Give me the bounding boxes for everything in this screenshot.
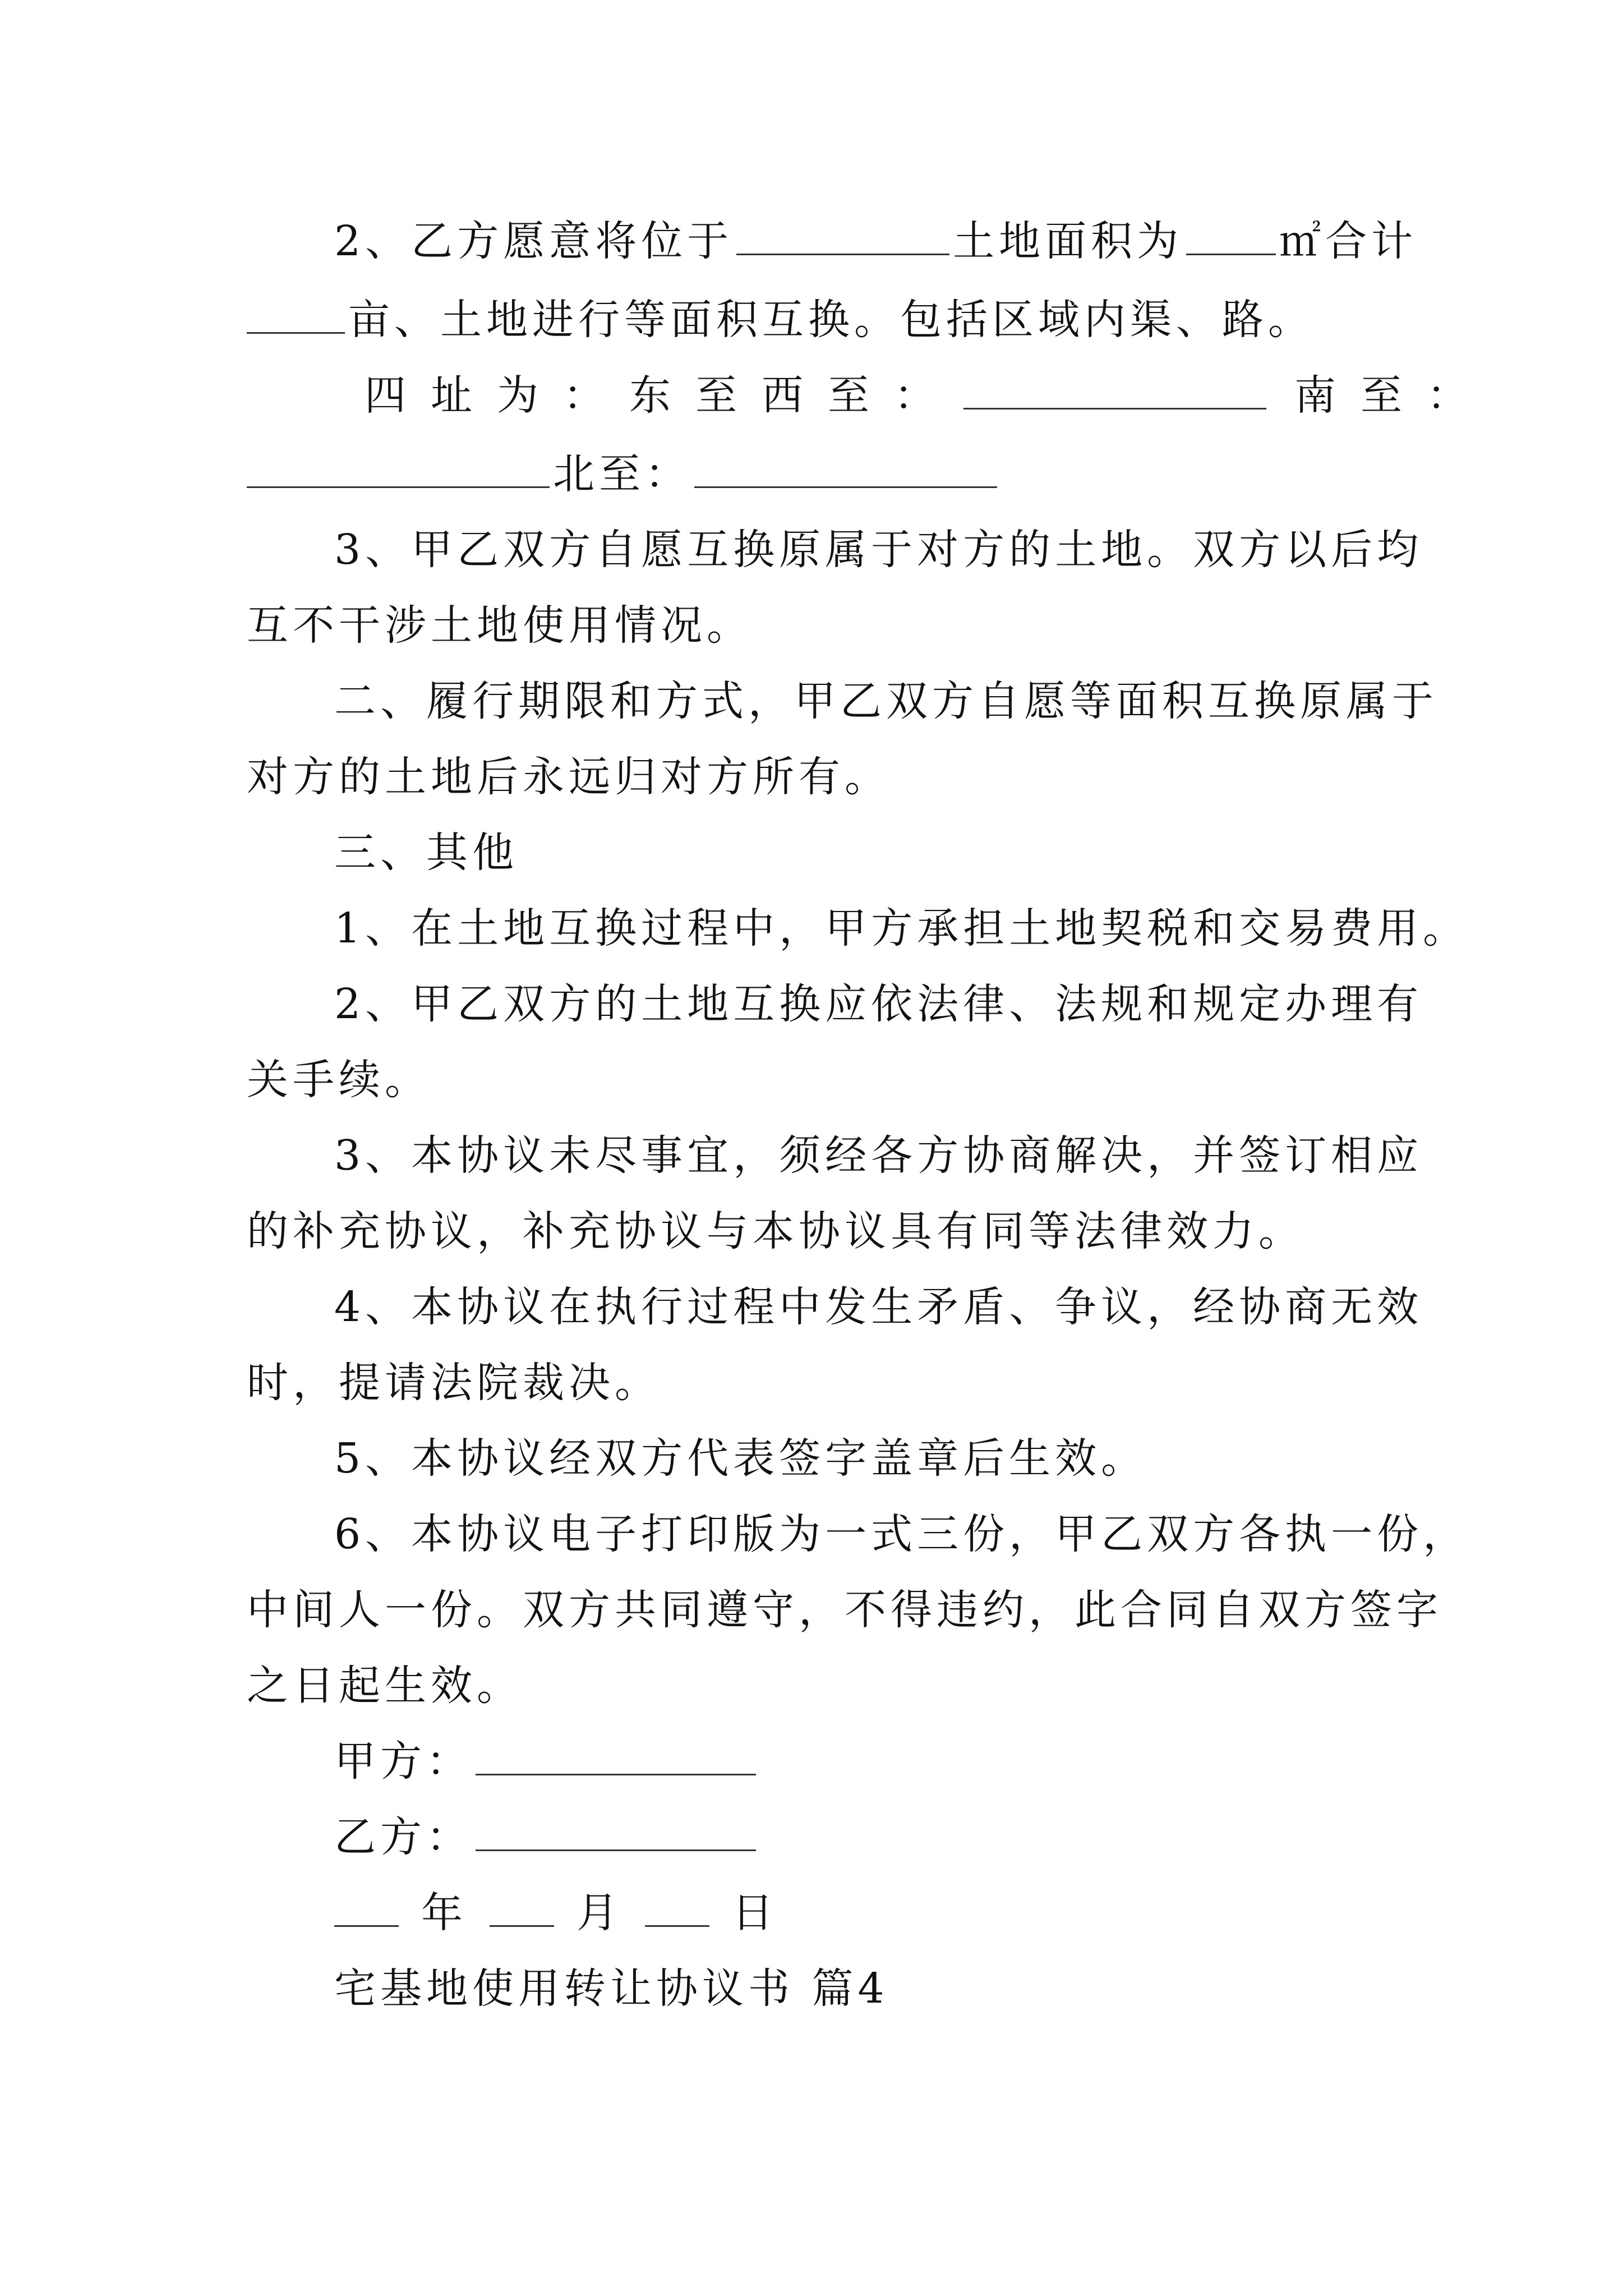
year-label: 年 <box>421 1889 467 1937</box>
text-line: 的补充协议，补充协议与本协议具有同等法律效力。 <box>247 1207 1304 1255</box>
text-line: 中间人一份。双方共同遵守，不得违约，此合同自双方签字 <box>247 1586 1442 1634</box>
party-a-label: 甲方： <box>334 1737 472 1786</box>
text-segment: ㎡合计 <box>1279 217 1418 265</box>
year-blank <box>334 1886 399 1927</box>
blank-east-west <box>963 369 1266 409</box>
text-line: 互不干涉土地使用情况。 <box>247 601 753 650</box>
text-line <box>247 446 1000 502</box>
party-a-blank <box>476 1734 756 1775</box>
text-line: 关手续。 <box>247 1056 431 1104</box>
text-line <box>334 213 1417 269</box>
text-line: 1、在土地互换过程中，甲方承担土地契税和交易费用。 <box>334 904 1469 953</box>
text-line: 时，提请法院裁决。 <box>247 1359 661 1407</box>
text-segment: 南至： <box>1294 371 1493 420</box>
section-heading: 三、其他 <box>334 829 518 877</box>
text-line: 2、甲乙双方的土地互换应依法律、法规和规定办理有 <box>334 980 1423 1028</box>
text-line: 二、履行期限和方式，甲乙双方自愿等面积互换原属于 <box>334 677 1438 725</box>
date-line <box>334 1885 778 1941</box>
text-segment: 土地面积为 <box>953 217 1183 265</box>
blank-mu <box>247 293 345 334</box>
next-section-title: 宅基地使用转让协议书 篇4 <box>334 1964 889 2013</box>
text-line: 之日起生效。 <box>247 1662 523 1710</box>
text-line: 3、本协议未尽事宜，须经各方协商解决，并签订相应 <box>334 1131 1423 1180</box>
month-label: 月 <box>577 1889 623 1937</box>
blank-south <box>247 447 550 488</box>
day-blank <box>645 1886 709 1927</box>
text-line: 5、本协议经双方代表签字盖章后生效。 <box>334 1434 1147 1483</box>
text-segment: 四址为：东至西至： <box>365 371 960 420</box>
text-segment: 2、乙方愿意将位于 <box>334 217 734 265</box>
blank-north <box>694 447 997 488</box>
text-line: 4、本协议在执行过程中发生矛盾、争议，经协商无效 <box>334 1283 1423 1331</box>
text-line: 对方的土地后永远归对方所有。 <box>247 753 891 801</box>
day-label: 日 <box>732 1889 778 1937</box>
text-segment: 北至： <box>553 450 691 498</box>
month-blank <box>490 1886 554 1927</box>
party-b-blank <box>476 1810 756 1851</box>
signature-line-party-a <box>334 1733 759 1789</box>
blank-location <box>736 214 949 255</box>
signature-line-party-b <box>334 1809 759 1865</box>
text-line: 6、本协议电子打印版为一式三份，甲乙双方各执一份， <box>334 1510 1469 1558</box>
text-line: 3、甲乙双方自愿互换原属于对方的土地。双方以后均 <box>334 526 1423 574</box>
party-b-label: 乙方： <box>334 1813 472 1861</box>
text-segment: 亩、土地进行等面积互换。包括区域内渠、路。 <box>348 296 1314 344</box>
blank-area <box>1186 214 1276 255</box>
text-line <box>365 367 1493 424</box>
text-line <box>247 292 1314 348</box>
